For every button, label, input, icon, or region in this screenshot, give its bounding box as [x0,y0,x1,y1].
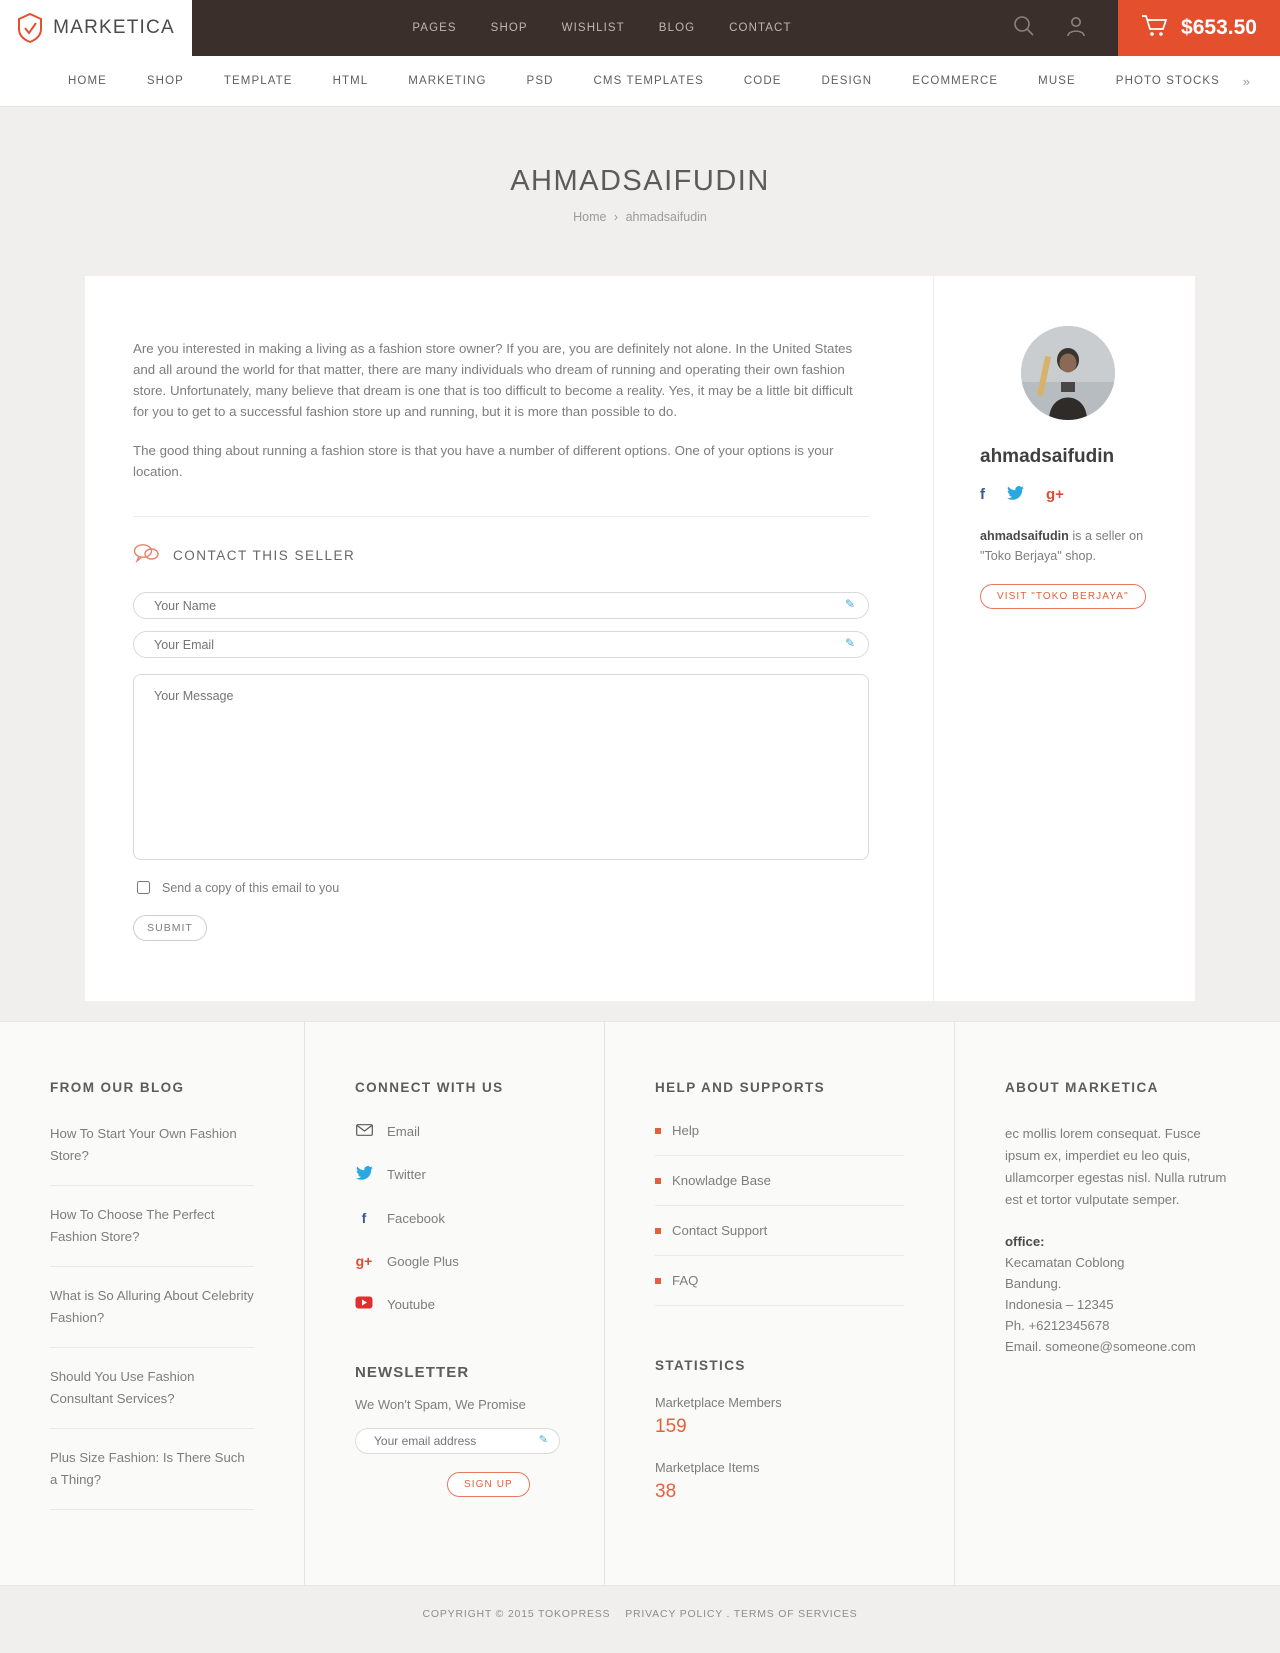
profile-main [85,276,933,1001]
breadcrumb-separator: › [613,210,619,224]
blog-list-item[interactable]: How To Choose The Perfect Fashion Store? [50,1204,254,1267]
top-nav-item-shop[interactable]: SHOP [490,22,528,34]
nav-item-template[interactable]: TEMPLATE [223,75,293,87]
nav-item-design[interactable]: DESIGN [821,75,873,87]
footer-connect-heading: CONNECT WITH US [355,1080,504,1095]
cart-total: $653.50 [1181,16,1257,39]
footer-connect-column [305,1022,605,1585]
contact-seller-title: CONTACT THIS SELLER [173,548,356,563]
envelope-icon [355,1123,373,1139]
help-label: Knowladge Base [672,1173,771,1188]
name-field-wrapper [133,592,869,619]
copyright-text: COPYRIGHT © 2015 TOKOPRESS [422,1608,611,1620]
connect-label: Email [387,1123,420,1139]
newsletter-email-input[interactable] [355,1428,560,1454]
footer-help-heading: HELP AND SUPPORTS [655,1080,826,1095]
search-icon[interactable] [1012,14,1036,43]
stat-label-items: Marketplace Items [655,1460,760,1475]
stat-label-members: Marketplace Members [655,1395,782,1410]
terms-of-services-link[interactable]: TERMS OF SERVICES [733,1608,858,1620]
nav-item-photo-stocks[interactable]: PHOTO STOCKS [1115,75,1220,87]
bio-paragraph-2: The good thing about running a fashion store is that you have a number of different options. One of your options is your location. [133,443,834,479]
copyright-separator: . [726,1608,731,1620]
youtube-icon [355,1296,373,1312]
footer-blog-column [0,1022,305,1585]
newsletter-subtext: We Won't Spam, We Promise [355,1397,526,1412]
help-label: Help [672,1123,700,1138]
top-icons [1012,0,1118,56]
connect-item-youtube[interactable] [355,1296,554,1312]
seller-profile-card [85,276,1195,1001]
breadcrumb [0,210,1280,224]
nav-item-ecommerce[interactable]: ECOMMERCE [912,75,999,87]
footer-blog-heading: FROM OUR BLOG [50,1080,185,1095]
newsletter-field-wrapper [355,1428,560,1454]
help-list-item[interactable] [655,1123,904,1156]
blog-list-item[interactable]: Plus Size Fashion: Is There Such a Thing? [50,1447,254,1510]
logo-text: MARKETICA [53,17,175,38]
breadcrumb-home[interactable]: Home [573,210,607,224]
nav-item-code[interactable]: CODE [743,75,782,87]
statistics-heading: STATISTICS [655,1358,746,1373]
top-nav [192,0,1012,56]
help-list-item[interactable] [655,1273,904,1306]
logo[interactable] [0,0,192,56]
twitter-icon[interactable] [1007,486,1024,504]
bullet-icon [655,1228,661,1234]
address-line: Ph. +6212345678 [1005,1318,1110,1333]
help-list-item[interactable] [655,1223,904,1256]
top-nav-item-contact[interactable]: CONTACT [729,22,792,34]
newsletter-heading: NEWSLETTER [355,1364,470,1381]
bullet-icon [655,1278,661,1284]
seller-sidebar [933,276,1195,1001]
seller-note-name: ahmadsaifudin [980,529,1069,543]
google-plus-icon: g+ [355,1253,373,1269]
top-nav-item-pages[interactable]: PAGES [412,22,457,34]
nav-item-home[interactable]: HOME [68,75,107,87]
privacy-policy-link[interactable]: PRIVACY POLICY [625,1608,723,1620]
footer-about-heading: ABOUT MARKETICA [1005,1080,1159,1095]
submit-button[interactable]: SUBMIT [133,915,207,941]
send-copy-checkbox[interactable] [137,881,150,894]
facebook-icon: f [361,1210,367,1226]
connect-item-email[interactable] [355,1123,554,1139]
blog-list-item[interactable]: What is So Alluring About Celebrity Fashion? [50,1285,254,1348]
connect-label: Youtube [387,1296,435,1312]
connect-item-google-plus[interactable] [355,1253,554,1269]
seller-shop-note [980,526,1155,566]
address-line: Email. someone@someone.com [1005,1339,1196,1354]
top-bar [0,0,1280,56]
send-copy-row [133,878,869,897]
breadcrumb-current: ahmadsaifudin [625,210,707,224]
chevron-double-down-icon[interactable]: » [1242,73,1250,89]
page-title: AHMADSAIFUDIN [510,165,770,197]
message-textarea[interactable] [133,674,869,860]
blog-list-item[interactable]: How To Start Your Own Fashion Store? [50,1123,254,1186]
nav-item-cms-templates[interactable]: CMS TEMPLATES [593,75,704,87]
chat-bubble-icon [133,543,159,568]
help-label: Contact Support [672,1223,768,1238]
copyright-bar [0,1585,1280,1646]
nav-item-shop[interactable]: SHOP [146,75,184,87]
pencil-icon: ✎ [538,1434,548,1446]
bullet-icon [655,1128,661,1134]
avatar [1021,326,1115,420]
newsletter-signup-button[interactable]: SIGN UP [447,1472,530,1497]
top-nav-item-wishlist[interactable]: WISHLIST [561,22,625,34]
about-office-block [1005,1231,1230,1357]
bio-paragraph-1: Are you interested in making a living as a fashion store owner? If you are, you are definitely not alone. In the United States and all around the world for that matter, there are many individuals who dream of running and operating their own fashion store. Unfortunately, many believe that dream is one that is too difficult to become a reality. Yes, it may be a little bit difficult for you to get to a successful fashion store up and running, but it is more than possible to do. [133,341,853,419]
divider [133,516,869,517]
seller-note-rest: is a seller on "Toko Berjaya" shop. [980,529,1144,563]
connect-label: Twitter [387,1167,426,1182]
nav-item-marketing[interactable]: MARKETING [408,75,487,87]
facebook-icon[interactable]: f [980,486,985,503]
about-text: ec mollis lorem consequat. Fusce ipsum ex, imperdiet eu leo quis, ullamcorper egestas nisl. Nulla rutrum est et tortor vulputate semper. [1005,1126,1227,1207]
connect-label: Google Plus [387,1253,459,1269]
footer-about-column [955,1022,1280,1585]
seller-bio [133,338,869,482]
cart-button[interactable] [1118,0,1280,56]
email-field-wrapper [133,631,869,658]
main-nav [0,56,1280,107]
seller-name: ahmadsaifudin [980,446,1115,467]
name-input[interactable] [133,592,869,619]
help-list-item[interactable] [655,1173,904,1206]
address-line: Indonesia – 12345 [1005,1297,1114,1312]
address-line: Bandung. [1005,1276,1062,1291]
cart-icon [1141,14,1169,43]
footer-help-column [605,1022,955,1585]
about-office-label: office: [1005,1234,1045,1249]
stat-value-members: 159 [655,1416,687,1437]
pencil-icon: ✎ [844,597,855,611]
contact-seller-header [133,543,869,568]
address-line: Kecamatan Coblong [1005,1255,1125,1270]
stat-value-items: 38 [655,1481,677,1502]
send-copy-label[interactable]: Send a copy of this email to you [162,880,340,895]
twitter-icon [355,1166,373,1183]
seller-social-links [980,486,1155,504]
marketica-logo-icon [17,13,43,43]
help-label: FAQ [672,1273,699,1288]
connect-item-facebook[interactable] [355,1210,554,1226]
visit-shop-button[interactable]: VISIT "TOKO BERJAYA" [980,584,1146,609]
nav-item-muse[interactable]: MUSE [1038,75,1076,87]
pencil-icon: ✎ [844,636,855,650]
nav-item-psd[interactable]: PSD [526,75,554,87]
user-account-icon[interactable] [1064,14,1088,43]
nav-item-html[interactable]: HTML [332,75,369,87]
blog-list-item[interactable]: Should You Use Fashion Consultant Services? [50,1366,254,1429]
connect-label: Facebook [387,1210,445,1226]
footer [0,1021,1280,1585]
top-nav-item-blog[interactable]: BLOG [658,22,696,34]
email-input[interactable] [133,631,869,658]
connect-item-twitter[interactable] [355,1166,554,1183]
page-header [0,107,1280,276]
bullet-icon [655,1178,661,1184]
google-plus-icon[interactable]: g+ [1046,486,1064,503]
